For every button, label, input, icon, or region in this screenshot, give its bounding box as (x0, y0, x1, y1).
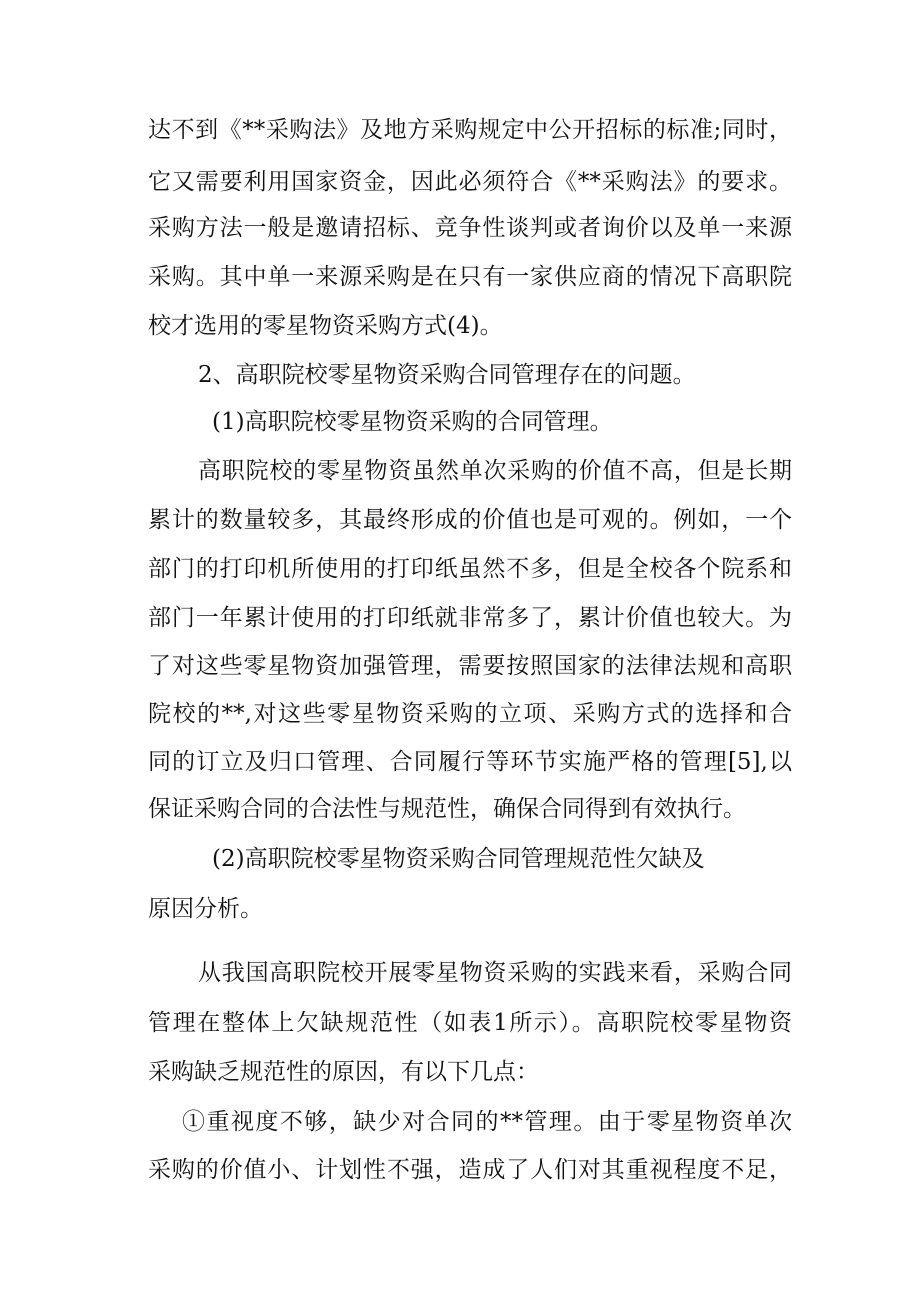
subsection-heading: (2)高职院校零星物资采购合同管理规范性欠缺及 (212, 846, 705, 872)
text-line: 采购的价值小、计划性不强，造成了人们对其重视程度不足， (148, 1157, 792, 1183)
text-line: 达不到《**采购法》及地方采购规定中公开招标的标准;同时， (148, 117, 792, 143)
text-line: 了对这些零星物资加强管理，需要按照国家的法律法规和高职 (148, 653, 792, 679)
text-line: 校才选用的零星物资采购方式(4)。 (148, 313, 503, 339)
subsection-heading: (1)高职院校零星物资采购的合同管理。 (212, 409, 613, 435)
text-line: 采购缺乏规范性的原因，有以下几点： (148, 1059, 539, 1085)
text-line: 从我国高职院校开展零星物资采购的实践来看，采购合同 (198, 960, 792, 986)
text-line: 部门的打印机所使用的打印纸虽然不多，但是全校各个院系和 (148, 556, 792, 582)
text-line: 保证采购合同的合法性与规范性，确保合同得到有效执行。 (148, 796, 746, 822)
text-line: 采购方法一般是邀请招标、竞争性谈判或者询价以及单一来源 (148, 215, 792, 241)
text-line: 采购。其中单一来源采购是在只有一家供应商的情况下高职院 (148, 264, 792, 290)
text-line: 它又需要利用国家资金，因此必须符合《**采购法》的要求。 (148, 169, 792, 195)
text-line: 院校的**,对这些零星物资采购的立项、采购方式的选择和合 (148, 701, 792, 727)
text-line: 部门一年累计使用的打印纸就非常多了，累计价值也较大。为 (148, 605, 792, 631)
text-line: 同的订立及归口管理、合同履行等环节实施严格的管理[5],以 (148, 749, 792, 775)
text-line: 管理在整体上欠缺规范性（如表1所示）。高职院校零星物资 (148, 1010, 792, 1036)
section-heading: 2、高职院校零星物资采购合同管理存在的问题。 (198, 362, 696, 388)
text-line: 高职院校的零星物资虽然单次采购的价值不高，但是长期 (198, 458, 792, 484)
subsection-heading-continued: 原因分析。 (148, 896, 263, 922)
list-item: ①重视度不够，缺少对合同的**管理。由于零星物资单次 (182, 1109, 792, 1135)
text-line: 累计的数量较多，其最终形成的价值也是可观的。例如，一个 (148, 507, 792, 533)
